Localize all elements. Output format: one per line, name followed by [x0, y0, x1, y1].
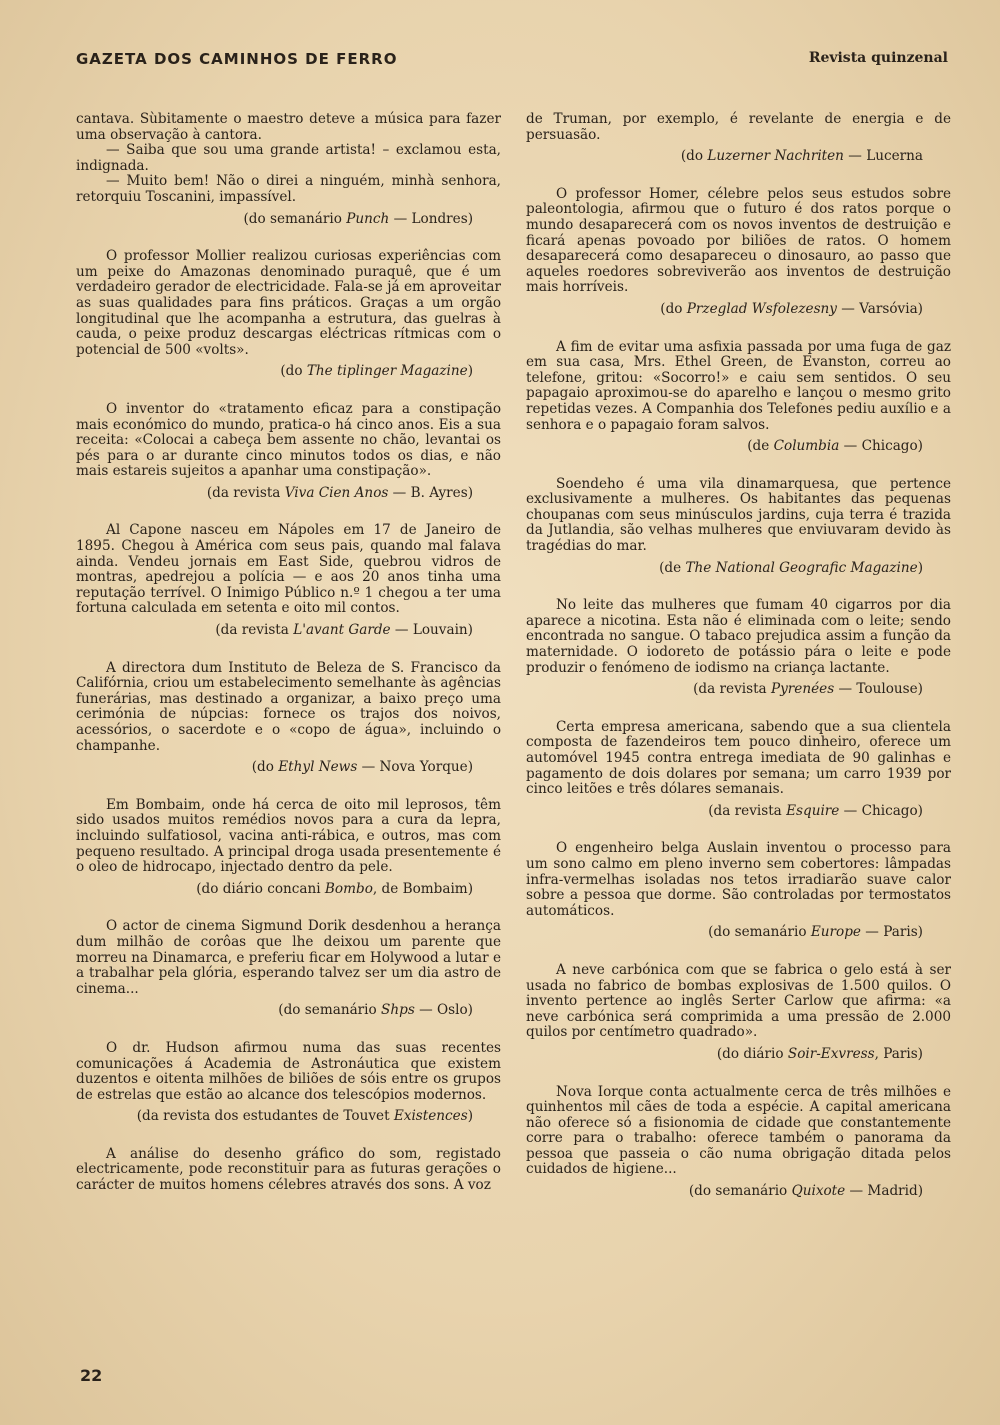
publication-name: Luzerner Nachriten [707, 148, 844, 165]
source-prefix: (de [659, 559, 686, 576]
source-prefix: (do diário concani [196, 880, 325, 897]
article-paragraph: Certa empresa americana, sabendo que a sua clientela composta de fazendeiros tem pouco dinheiro, oferece um automóvel 1945 contra entrega imediata de 90 galinhas e pagamento de dois dolares por semana; um carro 1939 por cinco leitões e três dólares semanais. [526, 718, 951, 798]
publication-name: Europe [810, 924, 861, 941]
publication-name: Soir-Exvress [787, 1045, 875, 1062]
source-suffix: ) [467, 1108, 473, 1125]
article-paragraph: A análise do desenho gráfico do som, registado electricamente, pode reconstituir para as futuras gerações o carácter de muitos homens célebres através dos sons. A voz [76, 1145, 501, 1194]
article-paragraph: — Muito bem! Não o direi a ninguém, minhà senhora, retorquiu Toscanini, impassível. [76, 173, 501, 205]
article-paragraph: O actor de cinema Sigmund Dorik desdenhou a herança dum milhão de corôas que lhe deixou um parente que morreu na Dinamarca, e preferiu ficar em Holywood a lutar e a trabalhar pela glória, esperando talvez ser um dia astro de cinema... [76, 918, 501, 997]
article-paragraph: A fim de evitar uma asfixia passada por uma fuga de gaz em sua casa, Mrs. Ethel Green, de Evanston, correu ao telefone, gritou: «Socorro!» e caiu sem sentidos. O seu papagaio aproximou-se do aparelho e lançou o mesmo grito repetidas vezes. A Companhia dos Telefones pediu auxílio e a senhora e o papagaio foram salvos. [526, 338, 951, 433]
source-suffix: , Paris) [874, 1045, 923, 1062]
publication-name: L'avant Garde [293, 622, 391, 639]
source-attribution [526, 1047, 951, 1063]
source-prefix: (de [747, 438, 774, 455]
source-prefix: (do semanário [688, 1183, 792, 1200]
source-prefix: (da revista [215, 622, 294, 639]
source-attribution [526, 149, 951, 165]
source-suffix: , de Bombaim) [372, 880, 473, 897]
publication-name: Esquire [786, 802, 840, 819]
article-paragraph: Nova Iorque conta actualmente cerca de três milhões e quinhentos mil cães de toda a espécie. A capital americana não oferece só a fisionomia de cidade que constantemente corre para o trabalho: oferece também o panorama da pessoa que passeia o cão numa obrigação ditada pelos cuidados de higiene... [526, 1083, 951, 1178]
journal-title: GAZETA DOS CAMINHOS DE FERRO [76, 50, 398, 68]
article-paragraph: O inventor do «tratamento eficaz para a constipação mais económico do mundo, pratica-o há cinco anos. Eis a sua receita: «Colocai a cabeça bem assente no chão, levantai os pés para o ar durante cinco minutos todos os dias, e não mais estareis sujeitos a apanhar uma constipação». [76, 400, 501, 480]
source-attribution [76, 882, 501, 898]
source-attribution [76, 212, 501, 228]
article-paragraph: — Saiba que sou uma grande artista! – exclamou esta, indignada. [76, 142, 501, 174]
source-prefix: (do semanário [243, 210, 347, 227]
source-attribution [76, 1109, 501, 1125]
source-attribution [76, 1003, 501, 1019]
source-suffix: — Oslo) [414, 1002, 473, 1019]
source-prefix: (do [251, 759, 279, 776]
source-suffix: ) [917, 559, 923, 576]
publication-name: Existences [393, 1108, 468, 1125]
publication-name: The National Geografic Magazine [685, 559, 918, 576]
publication-name: The tiplinger Magazine [306, 363, 468, 380]
article-paragraph: de Truman, por exemplo, é revelante de energia e de persuasão. [526, 111, 951, 143]
left-column [76, 112, 501, 1194]
article-paragraph: O engenheiro belga Auslain inventou o processo para um sono calmo em pleno inverno sem cobertores: lâmpadas infra-vermelhas isoladas nos tetos irradiarão suave calor sobre a pessoa que dorme. São controladas por termostatos automáticos. [526, 840, 951, 919]
publication-name: Columbia [773, 438, 840, 455]
source-prefix: (do [680, 148, 708, 165]
source-attribution [526, 682, 951, 698]
article-paragraph: Soendeho é uma vila dinamarquesa, que pertence exclusivamente a mulheres. Os habitantes das pequenas choupanas com seus minúsculos jardins, cuja terra é trazida da Jutlandia, são velhas mulheres que enviuvaram devido às tragédias do mar. [526, 475, 951, 555]
source-prefix: (da revista dos estudantes de Touvet [136, 1108, 394, 1125]
source-prefix: (do diário [716, 1045, 788, 1062]
publication-name: Punch [346, 210, 390, 227]
article-paragraph: Al Capone nasceu em Nápoles em 17 de Janeiro de 1895. Chegou à América com seus pais, quando mal falava ainda. Vendeu jornais em East Side, quebrou vidros de montras, apedrejou a polícia — e aos 20 anos tinha uma reputação terrível. O Inimigo Público n.º 1 chegou a ter uma fortuna calculada em setenta e oito mil contos. [76, 522, 501, 617]
section-title: Revista quinzenal [808, 50, 948, 66]
source-attribution [526, 1184, 951, 1200]
running-head [76, 50, 948, 74]
source-attribution [526, 561, 951, 577]
source-suffix: — Paris) [860, 924, 923, 941]
source-suffix: — Lucerna [843, 148, 923, 165]
publication-name: Ethyl News [278, 759, 358, 776]
source-attribution [526, 925, 951, 941]
page-number: 22 [80, 1366, 103, 1385]
publication-name: Bombo [324, 880, 373, 897]
article-paragraph: O professor Mollier realizou curiosas experiências com um peixe do Amazonas denominado puraquê, que é um verdadeiro gerador de electricidade. Fala-se já em aproveitar as suas qualidades para fins práticos. Graças a um orgão longitudinal que lhe acompanha a estrutura, das guelras à cauda, o peixe produz descargas eléctricas rítmicas com o potencial de 500 «volts». [76, 248, 501, 358]
article-paragraph: O dr. Hudson afirmou numa das suas recentes comunicações á Academia de Astronáutica que existem duzentos e oitenta milhões de biliões de sóis entre os grupos de estrelas que estão ao alcance dos telescópios modernos. [76, 1039, 501, 1103]
source-suffix: — B. Ayres) [388, 484, 473, 501]
source-attribution [76, 760, 501, 776]
source-suffix: — Toulouse) [834, 681, 923, 698]
publication-name: Viva Cien Anos [284, 484, 389, 501]
article-paragraph: A neve carbónica com que se fabrica o gelo está à ser usada no fabrico de bombas explosivas de 1.500 quilos. O invento pertence ao inglês Serter Carlow que afirma: «a neve carbónica será comprimida a uma pressão de 2.000 quilos por centímetro quadrado». [526, 961, 951, 1041]
source-prefix: (do semanário [278, 1002, 382, 1019]
source-attribution [526, 804, 951, 820]
source-suffix: — Madrid) [845, 1183, 923, 1200]
source-suffix: — Londres) [389, 210, 473, 227]
source-prefix: (da revista [206, 484, 285, 501]
source-suffix: — Nova Yorque) [357, 759, 473, 776]
source-attribution [76, 623, 501, 639]
publication-name: Pyrenées [770, 681, 835, 698]
source-attribution [76, 364, 501, 380]
source-suffix: — Louvain) [390, 622, 473, 639]
source-suffix: ) [467, 363, 473, 380]
source-suffix: — Chicago) [839, 802, 923, 819]
right-column [526, 112, 951, 1222]
publication-name: Quixote [791, 1183, 846, 1200]
source-attribution [526, 439, 951, 455]
source-prefix: (do semanário [708, 924, 811, 941]
source-prefix: (da revista [693, 681, 771, 698]
article-paragraph: A directora dum Instituto de Beleza de S. Francisco da Califórnia, criou um estabelecimento semelhante às agências funerárias, mas destinado a organizar, a baixo preço uma cerimónia de núpcias: fornece os trajos dos noivos, acessórios, o sacerdote e o «copo de água», incluindo o champanhe. [76, 659, 501, 754]
source-suffix: — Varsóvia) [836, 300, 923, 317]
source-prefix: (da revista [708, 802, 787, 819]
source-attribution [76, 486, 501, 502]
source-attribution [526, 302, 951, 318]
source-suffix: — Chicago) [839, 438, 923, 455]
article-paragraph: cantava. Sùbitamente o maestro deteve a música para fazer uma observação à cantora. [76, 111, 501, 143]
publication-name: Przeglad Wsfolezesny [686, 300, 837, 317]
article-paragraph: O professor Homer, célebre pelos seus estudos sobre paleontologia, afirmou que o futuro é dos ratos porque o mundo desaparecerá com os novos inventos de destruição e ficará apenas povoado por biliões de ratos. O homem desaparecerá como desapareceu o dinosauro, ao passo que aqueles roedores sobreviverão aos inventos de destruição mais horríveis. [526, 185, 951, 296]
source-prefix: (do [660, 300, 687, 317]
article-paragraph: Em Bombaim, onde há cerca de oito mil leprosos, têm sido usados muitos remédios novos para a cura da lepra, incluindo sulfatiosol, vacina anti-rábica, e outros, mas com pequeno resultado. A principal droga usada presentemente é o oleo de hidrocapo, injectado dentro da pele. [76, 796, 501, 876]
source-prefix: (do [280, 363, 307, 380]
publication-name: Shps [381, 1002, 415, 1019]
article-paragraph: No leite das mulheres que fumam 40 cigarros por dia aparece a nicotina. Esta não é eliminada com o leite; sendo encontrada no sangue. O tabaco prejudica assim a função da maternidade. O iodoreto de potássio pára o leite e pode produzir o fenómeno de iodismo na criança lactante. [526, 597, 951, 676]
